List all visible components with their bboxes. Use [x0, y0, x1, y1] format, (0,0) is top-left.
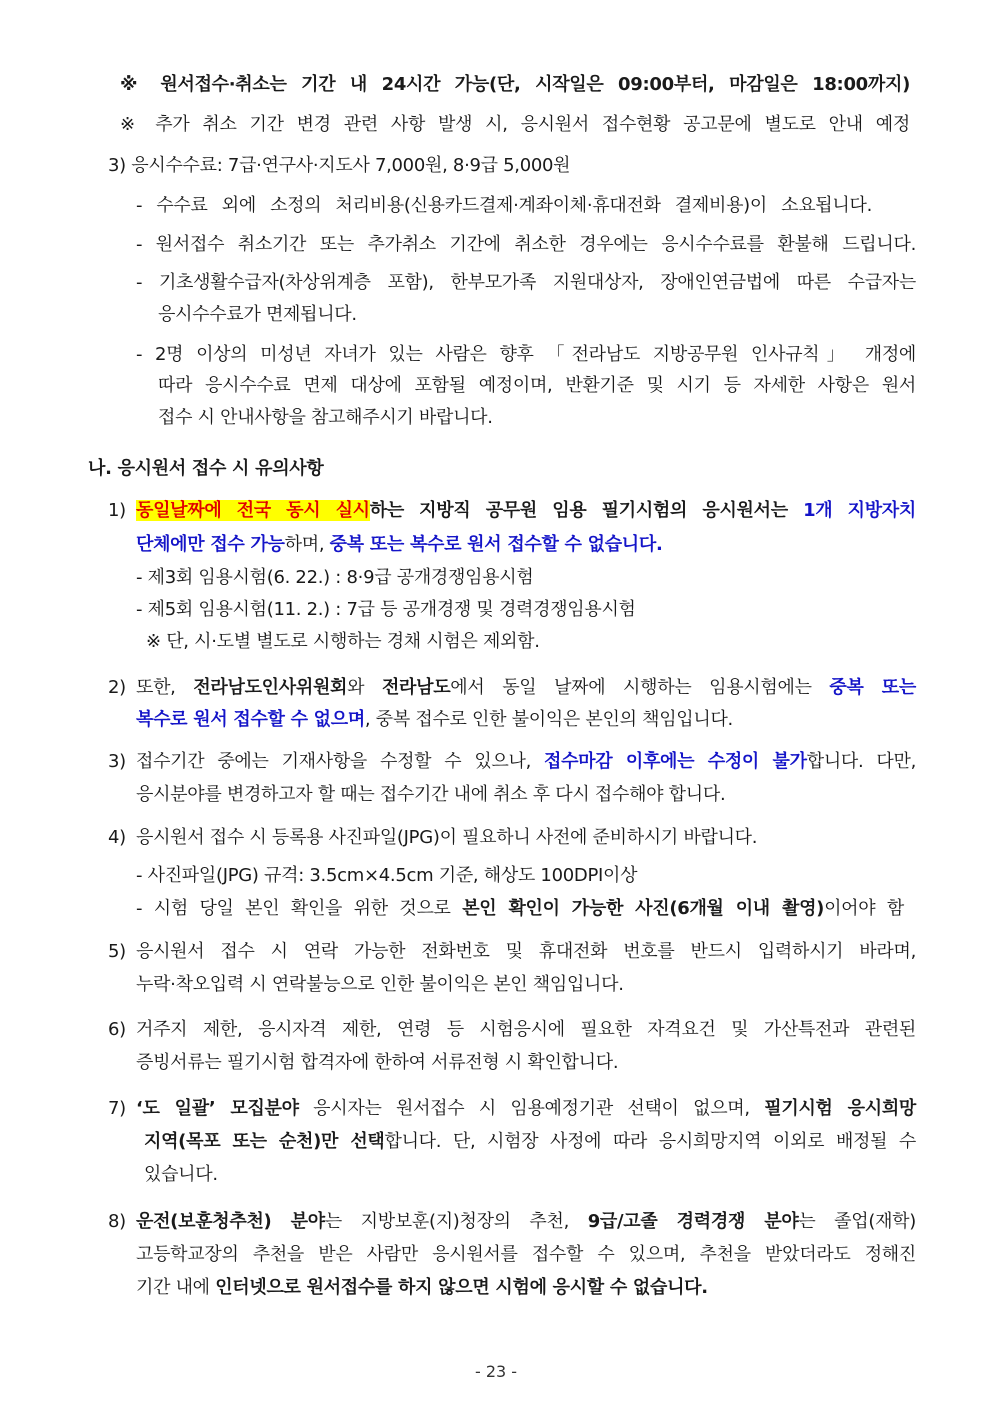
item-3-text-2: 합니다. 다만, [806, 751, 916, 772]
item-1-mid-text: 하며, [284, 534, 330, 555]
item-8-text-3: 기간 내에 [136, 1277, 216, 1298]
item-7-line-2 [144, 1129, 916, 1155]
item-1-sub-3: ※ 단, 시·도별 별도로 시행하는 경채 시험은 제외함. [146, 631, 540, 652]
fee-bullet-3: - 기초생활수급자(차상위계층 포함), 한부모가족 지원대상자, 장애인연금법에 따른 수급자는 [136, 272, 916, 293]
item-2-line-2 [136, 707, 733, 733]
item-4-sub-2-end: 이어야 함 [824, 898, 904, 919]
item-7-line-3: 있습니다. [144, 1164, 218, 1185]
item-2-text-1: 또한, [136, 677, 194, 698]
item-4-sub-2 [136, 896, 904, 922]
item-6-number: 6) [108, 1019, 126, 1040]
item-8-bold-3: 인터넷으로 원서접수를 하지 않으면 시험에 응시할 수 없습니다. [215, 1277, 708, 1298]
item-1-sub-1: - 제3회 임용시험(6. 22.) : 8·9급 공개경쟁임용시험 [136, 567, 534, 588]
item-1-blue-3: 중복 또는 복수로 원서 접수할 수 없습니다. [329, 534, 663, 555]
item-1-line-2 [136, 532, 663, 558]
item-2-text-4: , 중복 접수로 인한 불이익은 본인의 책임입니다. [364, 709, 733, 730]
item-4-sub-2-bold: 본인 확인이 가능한 사진(6개월 이내 촬영) [462, 898, 825, 919]
item-2-number: 2) [108, 677, 126, 698]
page-number: - 23 - [474, 1362, 518, 1381]
item-4-number: 4) [108, 827, 126, 848]
item-8-bold-2: 9급/고졸 경력경쟁 분야 [587, 1211, 799, 1232]
item-4-sub-2-text: - 시험 당일 본인 확인을 위한 것으로 [136, 898, 463, 919]
item-3-line-2: 응시분야를 변경하고자 할 때는 접수기간 내에 취소 후 다시 접수해야 합니다. [136, 784, 726, 805]
item-7-bold-2: 필기시험 응시희망 [764, 1098, 916, 1119]
item-1-highlight: 동일날짜에 전국 동시 실시 [136, 500, 370, 521]
item-4-sub-1: - 사진파일(JPG) 규격: 3.5cm×4.5cm 기준, 해상도 100DPI이상 [136, 865, 638, 886]
item-2-line-1 [136, 675, 916, 701]
section-heading: 나. 응시원서 접수 시 유의사항 [88, 458, 324, 479]
item-1-bold-text: 하는 지방직 공무원 임용 필기시험의 응시원서는 [369, 500, 804, 521]
item-2-blue-2: 복수로 원서 접수할 수 없으며 [136, 709, 365, 730]
item-8-line-3 [136, 1275, 708, 1301]
fee-title: 3) 응시수수료: 7급·연구사·지도사 7,000원, 8·9급 5,000원 [108, 155, 571, 176]
fee-bullet-1: - 수수료 외에 소정의 처리비용(신용카드결제·계좌이체·휴대전화 결제비용)이 소요됩니다. [136, 195, 872, 216]
item-2-blue-1: 중복 또는 [829, 677, 916, 698]
item-1-blue-2: 단체에만 접수 가능 [136, 534, 285, 555]
item-8-number: 8) [108, 1211, 126, 1232]
item-3-text-1: 접수기간 중에는 기재사항을 수정할 수 있으나, [136, 751, 544, 772]
fee-bullet-4-cont-2: 접수 시 안내사항을 참고해주시기 바랍니다. [158, 407, 493, 428]
item-7-line-1 [136, 1096, 916, 1122]
item-1-line-1 [136, 498, 916, 524]
fee-bullet-3-cont: 응시수수료가 면제됩니다. [158, 304, 357, 325]
item-4-line-1: 응시원서 접수 시 등록용 사진파일(JPG)이 필요하니 사전에 준비하시기 바랍니다. [136, 827, 758, 848]
item-8-text-1: 는 지방보훈(지)청장의 추천, [324, 1211, 588, 1232]
item-7-text-2: 합니다. 단, 시험장 사정에 따라 응시희망지역 이외로 배정될 수 [384, 1131, 916, 1152]
item-2-text-3: 에서 동일 날짜에 시행하는 임용시험에는 [450, 677, 830, 698]
item-5-line-2: 누락·착오입력 시 연락불능으로 인한 불이익은 본인 책임입니다. [136, 974, 624, 995]
item-7-bold-3: 지역(목포 또는 순천)만 선택 [144, 1131, 385, 1152]
item-7-bold-1: ‘도 일괄’ 모집분야 [136, 1098, 299, 1119]
fee-bullet-2: - 원서접수 취소기간 또는 추가취소 기간에 취소한 경우에는 응시수수료를 환불해 드립니다. [136, 234, 916, 255]
item-1-number: 1) [108, 500, 126, 521]
item-7-number: 7) [108, 1098, 126, 1119]
item-8-line-1 [136, 1209, 916, 1235]
note-registration-hours: ※ 원서접수·취소는 기간 내 24시간 가능(단, 시작일은 09:00부터, 마감일은 18:00까지) [120, 74, 910, 95]
item-2-bold-1: 전라남도인사위원회 [193, 677, 348, 698]
item-2-bold-2: 전라남도 [381, 677, 451, 698]
item-3-blue: 접수마감 이후에는 수정이 불가 [544, 751, 807, 772]
item-3-number: 3) [108, 751, 126, 772]
note-additional-cancel: ※ 추가 취소 기간 변경 관련 사항 발생 시, 응시원서 접수현황 공고문에 별도로 안내 예정 [120, 114, 910, 135]
item-5-line-1: 응시원서 접수 시 연락 가능한 전화번호 및 휴대전화 번호를 반드시 입력하시기 바라며, [136, 941, 916, 962]
item-8-text-2: 는 졸업(재학) [798, 1211, 916, 1232]
item-6-line-2: 증빙서류는 필기시험 합격자에 한하여 서류전형 시 확인합니다. [136, 1052, 619, 1073]
item-2-text-2: 와 [347, 677, 382, 698]
item-1-blue-1: 1개 지방자치 [803, 500, 916, 521]
fee-bullet-4: - 2명 이상의 미성년 자녀가 있는 사람은 향후 「전라남도 지방공무원 인사규칙」 개정에 [136, 344, 916, 365]
item-6-line-1: 거주지 제한, 응시자격 제한, 연령 등 시험응시에 필요한 자격요건 및 가산특전과 관련된 [136, 1019, 916, 1040]
fee-bullet-4-cont-1: 따라 응시수수료 면제 대상에 포함될 예정이며, 반환기준 및 시기 등 자세한 사항은 원서 [158, 375, 916, 396]
item-7-text-1: 응시자는 원서접수 시 임용예정기관 선택이 없으며, [298, 1098, 765, 1119]
item-1-sub-2: - 제5회 임용시험(11. 2.) : 7급 등 공개경쟁 및 경력경쟁임용시험 [136, 599, 636, 620]
item-5-number: 5) [108, 941, 126, 962]
item-8-line-2: 고등학교장의 추천을 받은 사람만 응시원서를 접수할 수 있으며, 추천을 받았더라도 정해진 [136, 1244, 916, 1265]
item-3-line-1 [136, 749, 916, 775]
item-8-bold-1: 운전(보훈청추천) 분야 [136, 1211, 325, 1232]
